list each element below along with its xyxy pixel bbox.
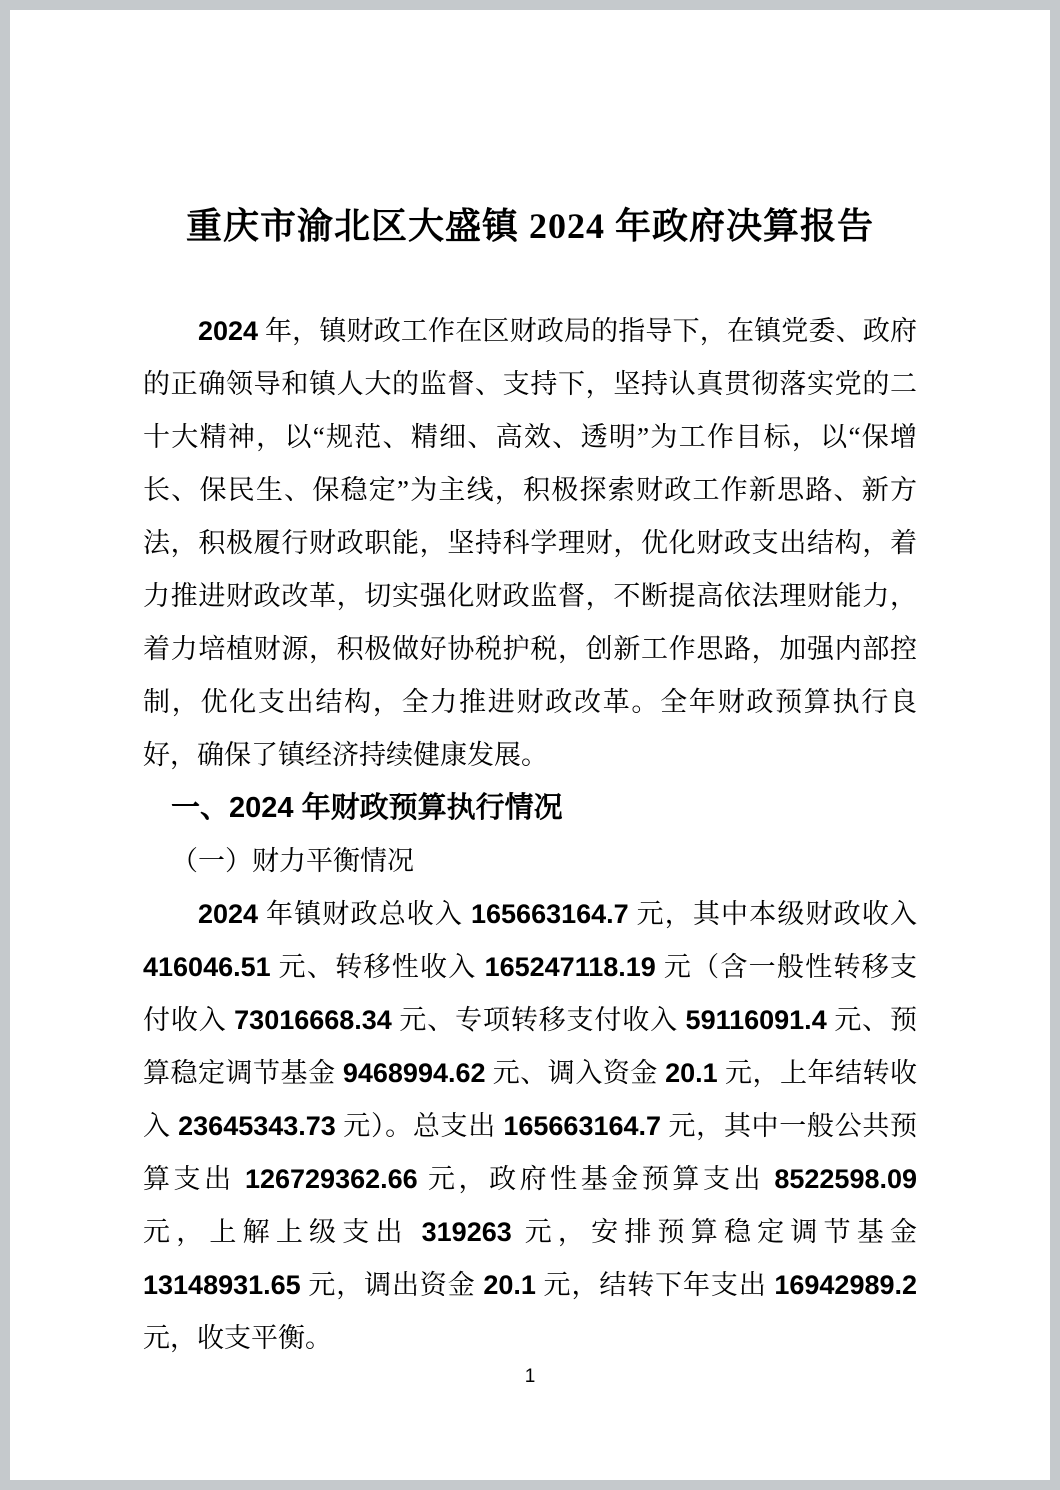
intro-paragraph: 2024 年，镇财政工作在区财政局的指导下，在镇党委、政府的正确领导和镇人大的监督、支持下，坚持认真贯彻落实党的二十大精神，以“规范、精细、高效、透明”为工作目标，以“保增长、保民生、保稳定”为主线，积极探索财政工作新思路、新方法，积极履行财政职能，坚持科学理财，优化财政支出结构，着力推进财政改革，切实强化财政监督，不断提高依法理财能力，着力培植财源，积极做好协税护税，创新工作思路，加强内部控制，优化支出结构，全力推进财政改革。全年财政预算执行良好，确保了镇经济持续健康发展。 (143, 316, 917, 770)
document-content (10, 203, 1050, 1365)
document-page (10, 10, 1050, 1480)
page-number: 1 (524, 1366, 536, 1387)
section-1-1-heading: （一）财力平衡情况 (171, 846, 414, 876)
fiscal-balance-paragraph: 2024 年镇财政总收入 165663164.7 元，其中本级财政收入 416046.51 元、转移性收入 165247118.19 元（含一般性转移支付收入 73016668.34 元、专项转移支付收入 59116091.4 元、预算稳定调节基金 9468994.62 元、调入资金 20.1 元，上年结转收入 23645343.73 元）。总支出 165663164.7 元，其中一般公共预算支出 126729362.66 元，政府性基金预算支出 8522598.09 元，上解上级支出 319263 元，安排预算稳定调节基金 13148931.65 元，调出资金 20.1 元，结转下年支出 16942989.2 元，收支平衡。 (143, 899, 918, 1353)
section-1-heading: 一、2024 年财政预算执行情况 (171, 792, 563, 824)
document-title: 重庆市渝北区大盛镇 2024 年政府决算报告 (185, 206, 874, 246)
